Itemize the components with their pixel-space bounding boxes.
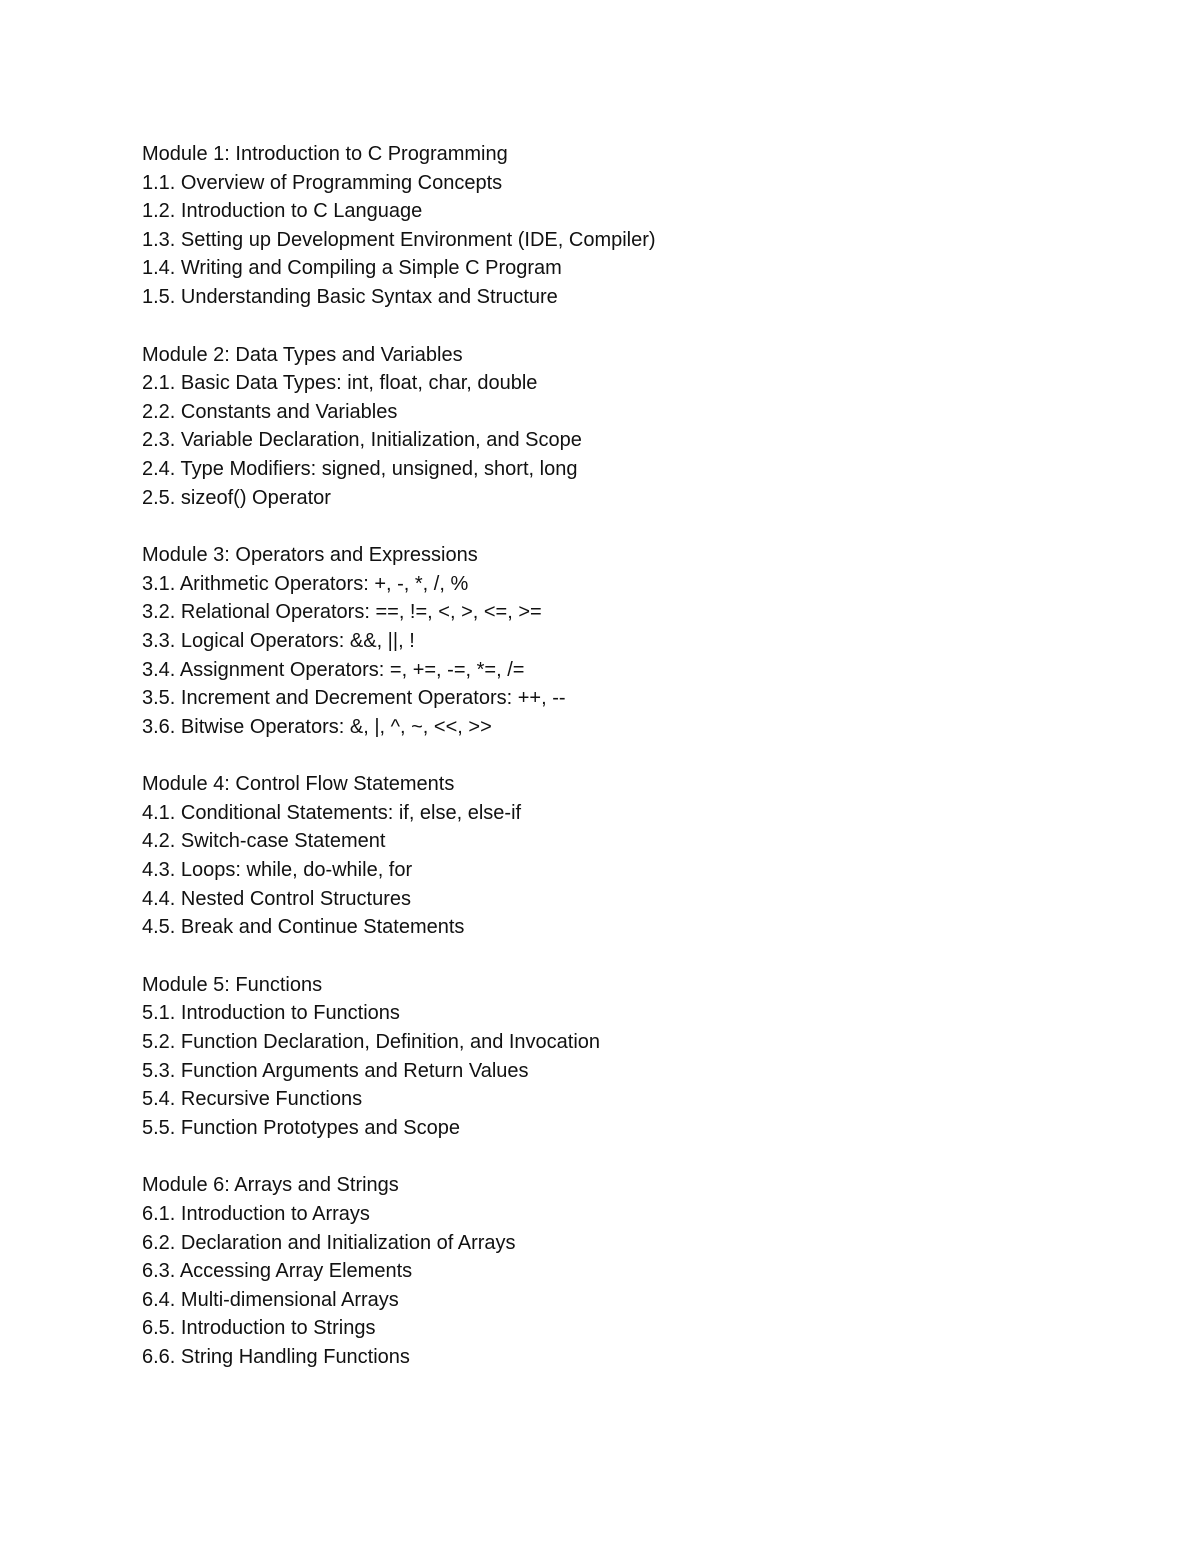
module-item: 5.2. Function Declaration, Definition, and Invocation: [142, 1031, 601, 1054]
module-item: 4.1. Conditional Statements: if, else, else-if: [142, 801, 522, 824]
module-item: 5.3. Function Arguments and Return Values: [142, 1059, 529, 1082]
module-item: 6.3. Accessing Array Elements: [142, 1260, 413, 1283]
module-section: [142, 140, 1142, 312]
module-item: 6.2. Declaration and Initialization of Arrays: [142, 1231, 516, 1254]
module-item: 3.2. Relational Operators: ==, !=, <, >, <=, >=: [142, 601, 542, 624]
module-item: 2.4. Type Modifiers: signed, unsigned, short, long: [142, 457, 578, 480]
module-title: Module 4: Control Flow Statements: [142, 773, 455, 796]
module-section: [142, 541, 1142, 741]
module-item: 6.5. Introduction to Strings: [142, 1317, 376, 1340]
module-item: 6.6. String Handling Functions: [142, 1345, 410, 1368]
module-section: [142, 1171, 1142, 1371]
module-title: Module 2: Data Types and Variables: [142, 343, 463, 366]
module-item: 2.5. sizeof() Operator: [142, 486, 331, 509]
module-item: 6.1. Introduction to Arrays: [142, 1203, 370, 1225]
module-item: 4.3. Loops: while, do-while, for: [142, 859, 413, 882]
module-item: 4.4. Nested Control Structures: [142, 887, 412, 910]
module-item: 5.1. Introduction to Functions: [142, 1002, 400, 1025]
module-item: 6.4. Multi-dimensional Arrays: [142, 1288, 399, 1311]
module-item: 2.1. Basic Data Types: int, float, char, double: [142, 372, 538, 395]
module-title: Module 3: Operators and Expressions: [142, 544, 478, 567]
module-item: 1.3. Setting up Development Environment (IDE, Compiler): [142, 228, 656, 251]
module-item: 1.4. Writing and Compiling a Simple C Program: [142, 257, 562, 280]
module-item: 3.5. Increment and Decrement Operators: ++, --: [142, 687, 566, 710]
module-item: 3.3. Logical Operators: &&, ||, !: [142, 629, 415, 652]
module-item: 3.1. Arithmetic Operators: +, -, *, /, %: [142, 572, 469, 595]
module-item: 4.5. Break and Continue Statements: [142, 916, 465, 939]
module-title: Module 6: Arrays and Strings: [142, 1174, 399, 1197]
module-item: 2.3. Variable Declaration, Initialization, and Scope: [142, 429, 582, 452]
module-section: [142, 341, 1142, 513]
module-item: 1.2. Introduction to C Language: [142, 200, 423, 223]
module-title: Module 5: Functions: [142, 973, 323, 996]
module-item: 4.2. Switch-case Statement: [142, 830, 386, 853]
course-outline: [142, 140, 1142, 1401]
module-item: 1.1. Overview of Programming Concepts: [142, 171, 503, 194]
module-section: [142, 971, 1142, 1143]
module-item: 3.4. Assignment Operators: =, +=, -=, *=, /=: [142, 658, 525, 681]
module-item: 5.5. Function Prototypes and Scope: [142, 1116, 460, 1139]
module-item: 3.6. Bitwise Operators: &, |, ^, ~, <<, >>: [142, 715, 492, 738]
module-section: [142, 770, 1142, 942]
module-title: Module 1: Introduction to C Programming: [142, 143, 508, 165]
module-item: 1.5. Understanding Basic Syntax and Structure: [142, 285, 558, 308]
module-item: 2.2. Constants and Variables: [142, 400, 398, 423]
module-item: 5.4. Recursive Functions: [142, 1088, 363, 1111]
